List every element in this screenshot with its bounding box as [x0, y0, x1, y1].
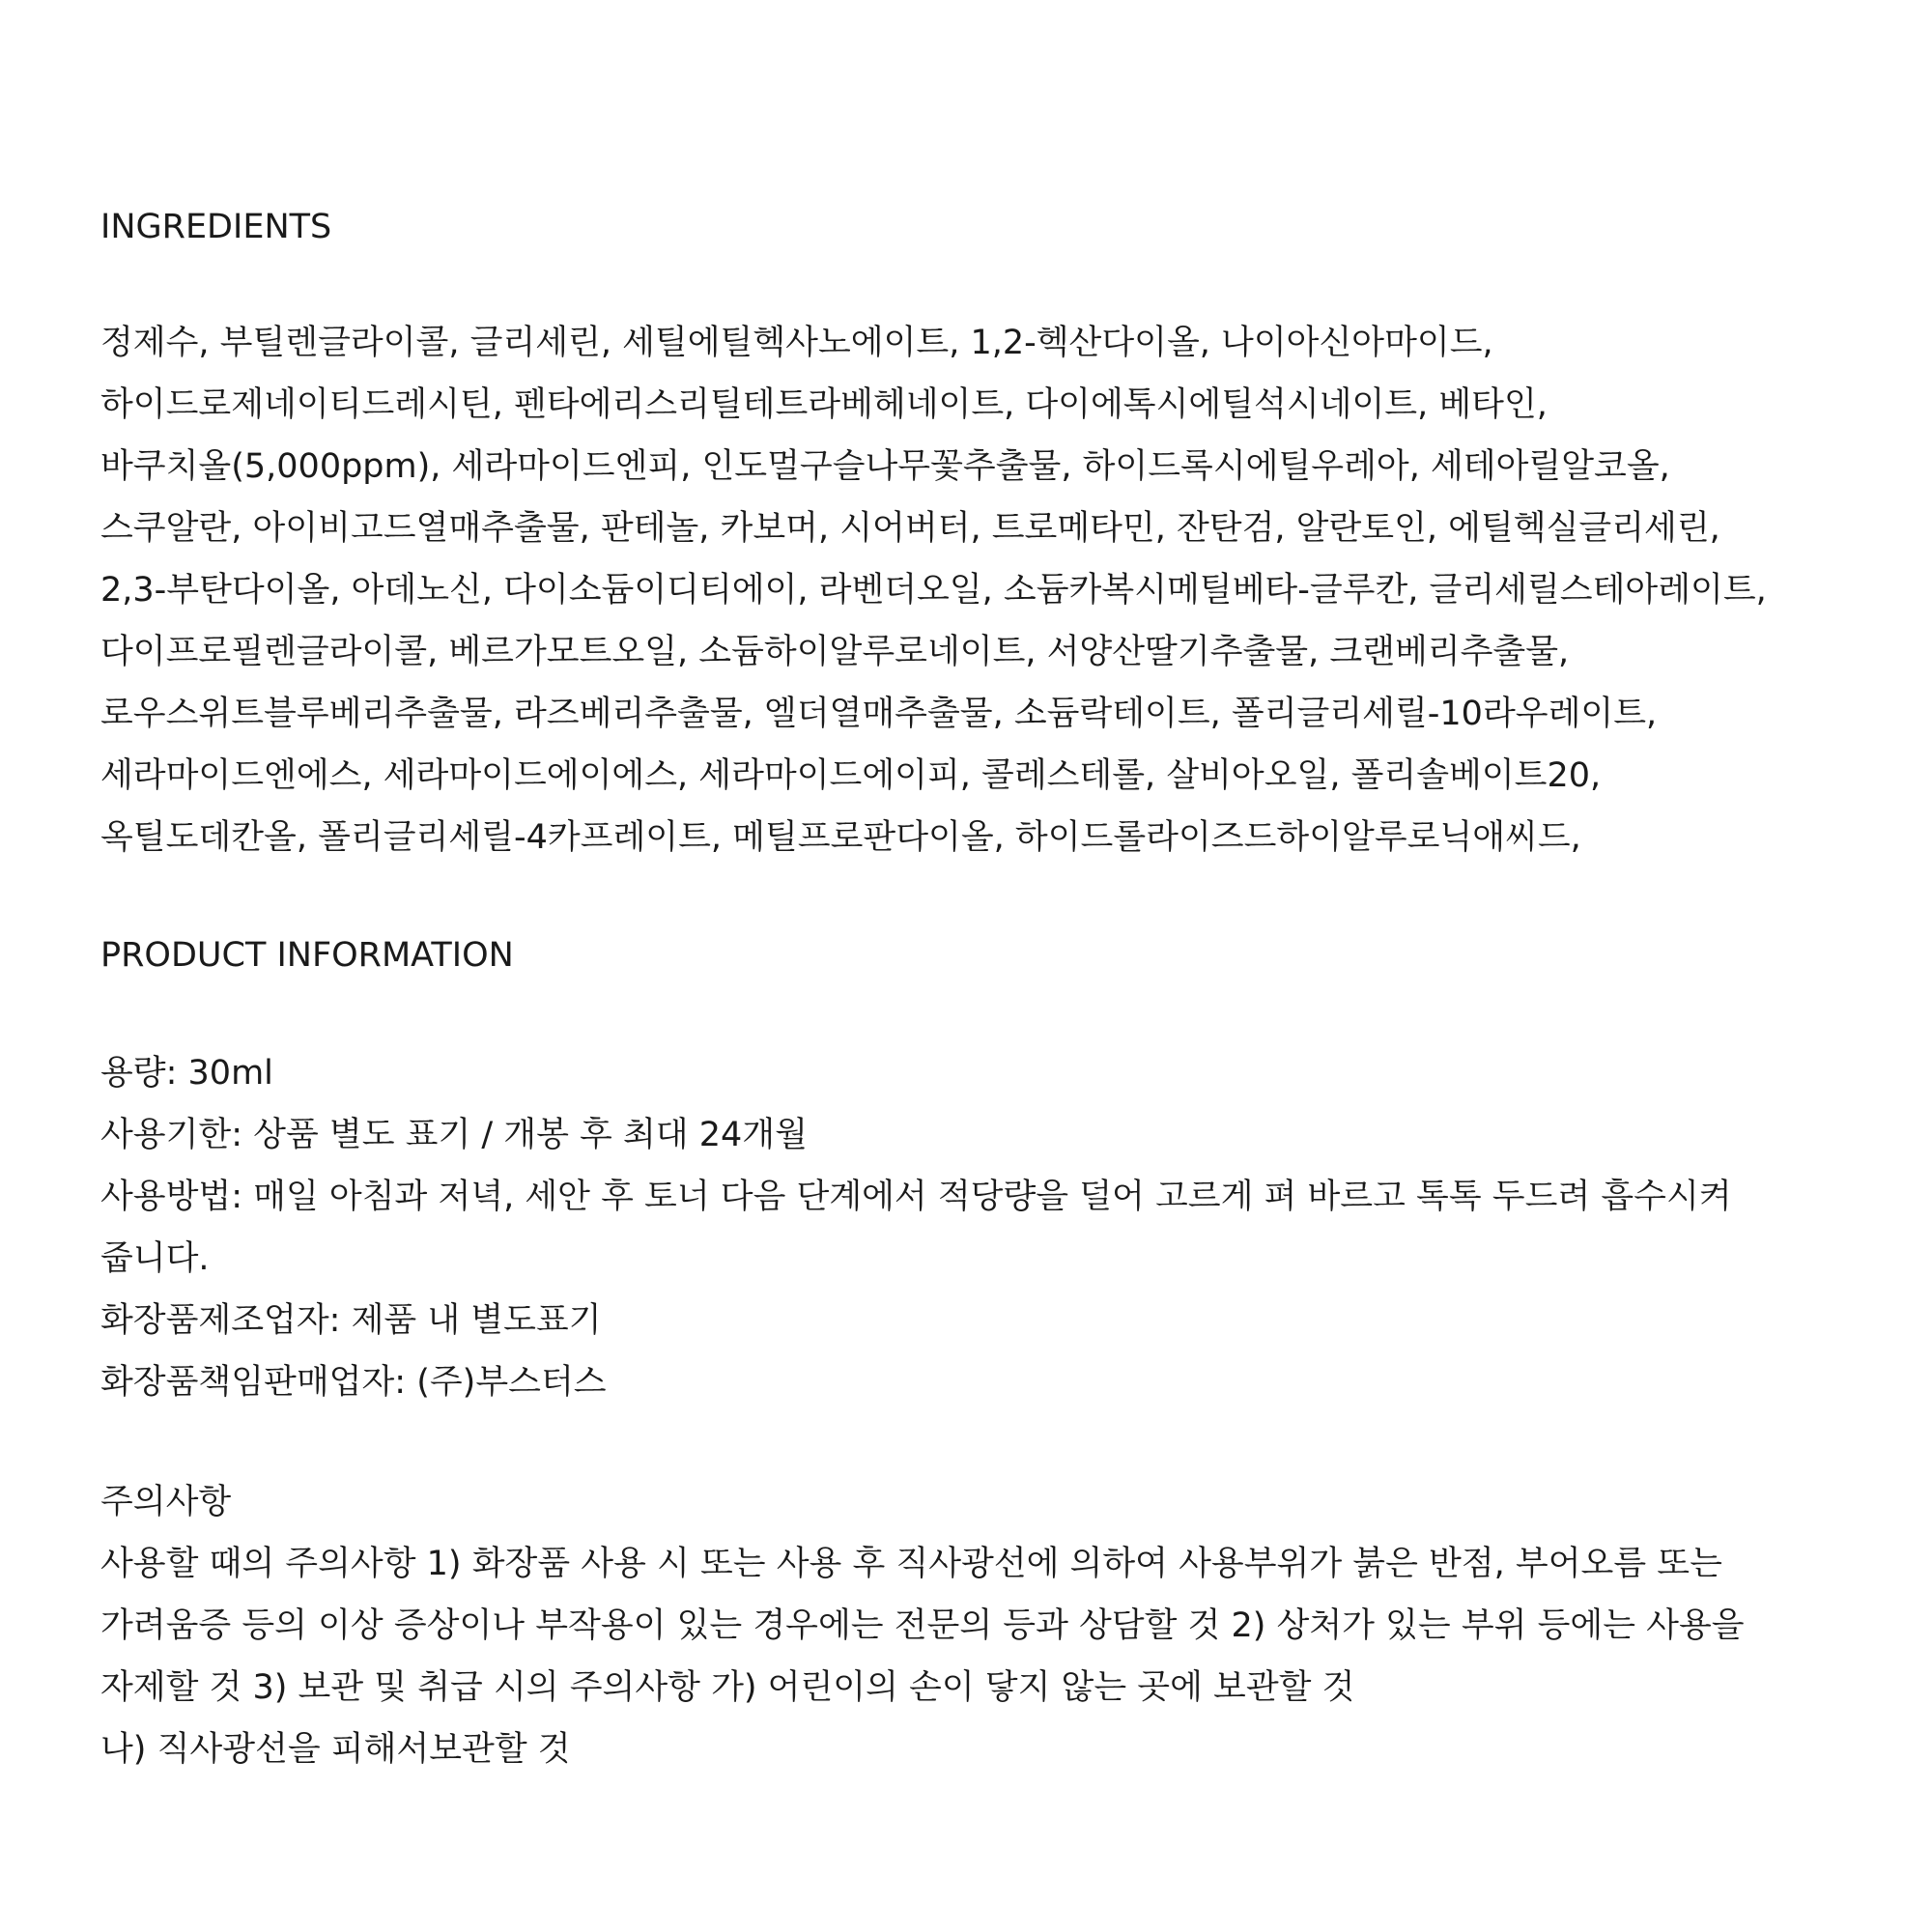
ingredients-line: 바쿠치올(5,000ppm), 세라마이드엔피, 인도멀구슬나무꽃추출물, 하이드록시에틸우레아, 세테아릴알코올, [100, 447, 1670, 486]
product-information-title: PRODUCT INFORMATION [100, 936, 514, 975]
caution-line: 사용할 때의 주의사항 1) 화장품 사용 시 또는 사용 후 직사광선에 의하여 사용부위가 붉은 반점, 부어오름 또는 [100, 1545, 1722, 1583]
ingredients-line: 로우스위트블루베리추출물, 라즈베리추출물, 엘더열매추출물, 소듐락테이트, 폴리글리세릴-10라우레이트, [100, 695, 1658, 733]
cautions-title: 주의사항 [100, 1483, 232, 1521]
document-content [100, 198, 1917, 1780]
ingredients-line: 2,3-부탄다이올, 아데노신, 다이소듐이디티에이, 라벤더오일, 소듐카복시메틸베타-글루칸, 글리세릴스테아레이트, [100, 571, 1767, 610]
spacer [100, 984, 1917, 1042]
product-info-line: 화장품제조업자: 제품 내 별도표기 [100, 1301, 602, 1340]
spacer [100, 256, 1917, 312]
ingredients-line: 다이프로필렌글라이콜, 베르가모트오일, 소듐하이알루로네이트, 서양산딸기추출물, 크랜베리추출물, [100, 633, 1570, 671]
caution-line: 나) 직사광선을 피해서보관할 것 [100, 1730, 571, 1769]
ingredients-line: 스쿠알란, 아이비고드열매추출물, 판테놀, 카보머, 시어버터, 트로메타민, 잔탄검, 알란토인, 에틸헥실글리세린, [100, 509, 1720, 548]
ingredients-title: INGREDIENTS [100, 208, 332, 246]
caution-line: 자제할 것 3) 보관 및 취급 시의 주의사항 가) 어린이의 손이 닿지 않는 곳에 보관할 것 [100, 1668, 1355, 1707]
caution-line: 가려움증 등의 이상 증상이나 부작용이 있는 경우에는 전문의 등과 상담할 것 2) 상처가 있는 부위 등에는 사용을 [100, 1606, 1745, 1645]
product-info-line: 사용방법: 매일 아침과 저녁, 세안 후 토너 다음 단계에서 적당량을 덜어 고르게 펴 바르고 톡톡 두드려 흡수시켜 [100, 1178, 1732, 1216]
product-info-line: 화장품책임판매업자: (주)부스터스 [100, 1363, 607, 1402]
ingredients-line: 하이드로제네이티드레시틴, 펜타에리스리틸테트라베헤네이트, 다이에톡시에틸석시네이트, 베타인, [100, 385, 1548, 424]
product-info-line: 용량: 30ml [100, 1054, 273, 1093]
ingredients-line: 세라마이드엔에스, 세라마이드에이에스, 세라마이드에이피, 콜레스테롤, 살비아오일, 폴리솔베이트20, [100, 756, 1602, 795]
product-information-section [100, 926, 1917, 1413]
ingredients-line: 정제수, 부틸렌글라이콜, 글리세린, 세틸에틸헥사노에이트, 1,2-헥산다이올, 나이아신아마이드, [100, 324, 1493, 362]
product-info-line: 줍니다. [100, 1239, 210, 1278]
product-info-line: 사용기한: 상품 별도 표기 / 개봉 후 최대 24개월 [100, 1116, 808, 1154]
ingredients-line: 옥틸도데칸올, 폴리글리세릴-4카프레이트, 메틸프로판다이올, 하이드롤라이즈드하이알루로닉애씨드, [100, 818, 1581, 857]
spacer [100, 1413, 1917, 1471]
cautions-section [100, 1471, 1917, 1780]
ingredients-section [100, 198, 1917, 868]
spacer [100, 868, 1917, 926]
